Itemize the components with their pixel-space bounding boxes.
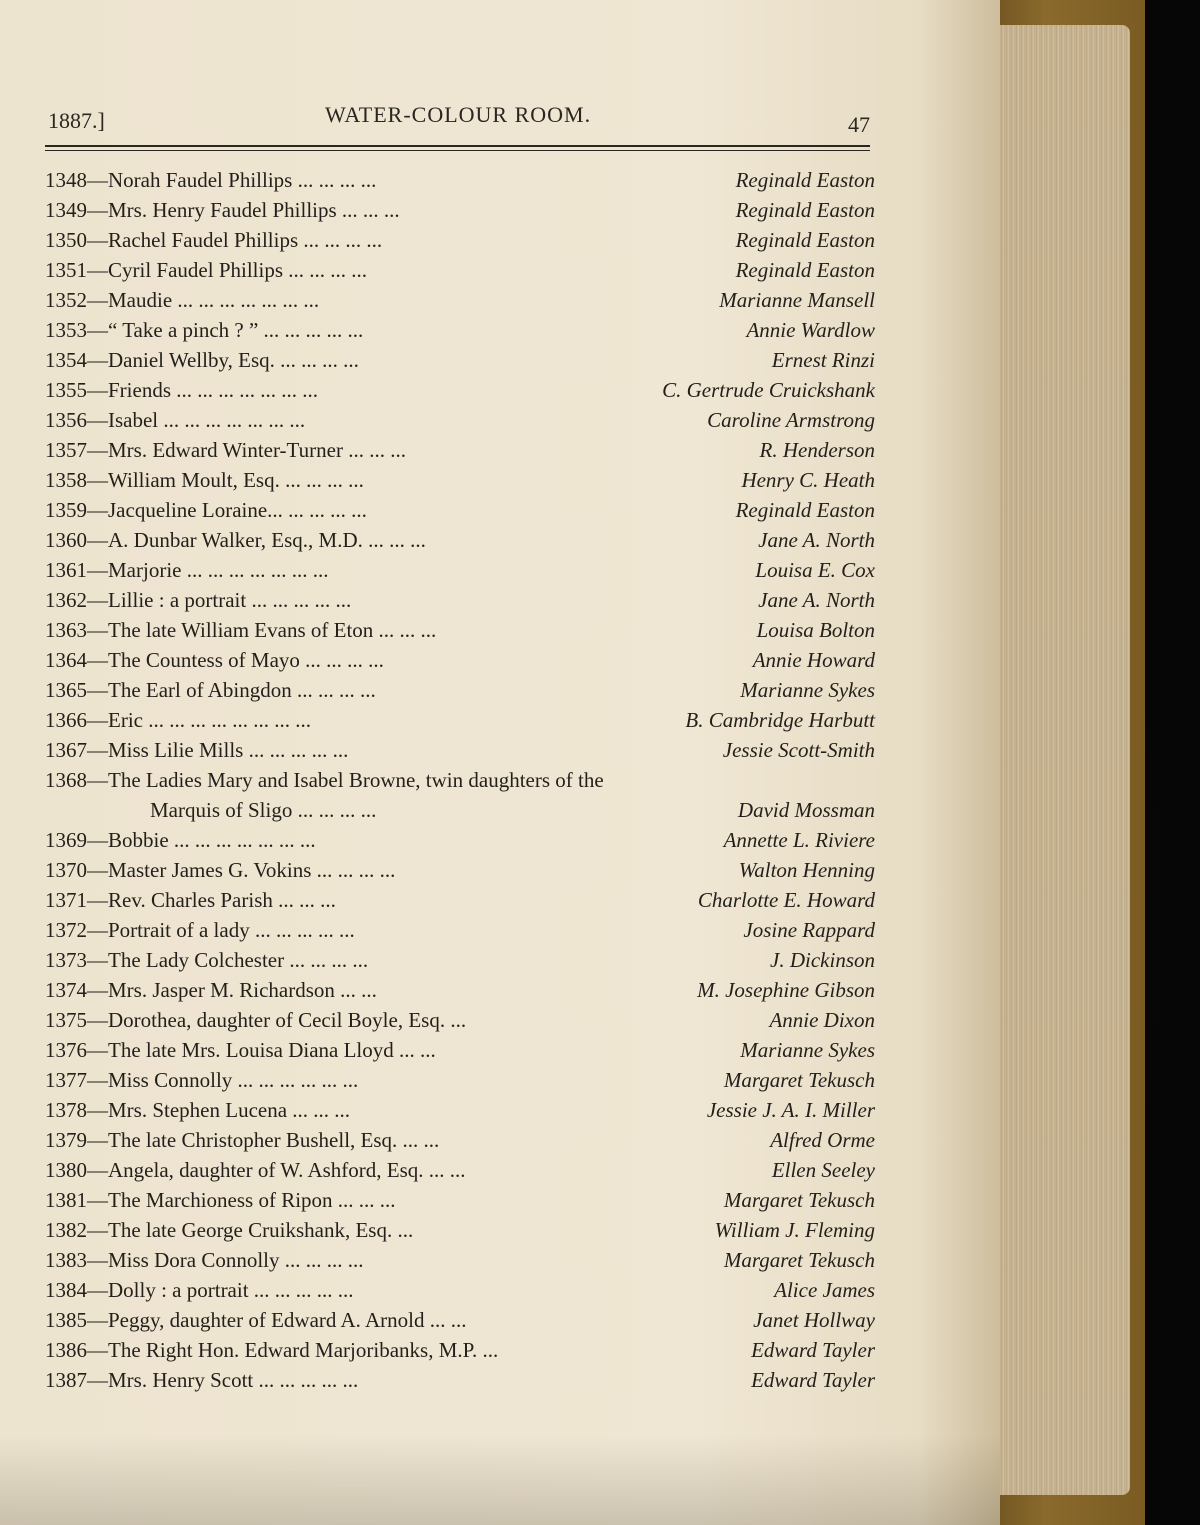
catalogue-entry	[45, 555, 875, 585]
entry-artist: Marianne Sykes	[740, 1038, 875, 1062]
catalogue-entry	[45, 645, 875, 675]
entry-title-continuation: Marquis of Sligo ... ... ... ...	[150, 798, 377, 822]
catalogue-entry	[45, 315, 875, 345]
catalogue-entry	[45, 375, 875, 405]
entry-title: 1384—Dolly : a portrait ... ... ... ... ...	[45, 1278, 354, 1302]
catalogue-entry	[45, 585, 875, 615]
catalogue-entry	[45, 825, 875, 855]
entry-artist: David Mossman	[737, 798, 875, 822]
catalogue-entry	[45, 1305, 875, 1335]
entry-title: 1352—Maudie ... ... ... ... ... ... ...	[45, 288, 320, 312]
catalogue-entry	[45, 1275, 875, 1305]
catalogue-entry	[45, 975, 875, 1005]
catalogue-entry	[45, 765, 875, 825]
entry-title: 1351—Cyril Faudel Phillips ... ... ... ...	[45, 258, 368, 282]
entry-artist: Margaret Tekusch	[723, 1248, 875, 1272]
entry-artist: Henry C. Heath	[741, 468, 875, 492]
entry-title: 1366—Eric ... ... ... ... ... ... ... ...	[45, 708, 311, 732]
catalogue-entry	[45, 435, 875, 465]
entry-artist: Louisa Bolton	[756, 618, 875, 642]
catalogue-entries	[45, 165, 875, 1395]
entry-title: 1379—The late Christopher Bushell, Esq. ... ...	[45, 1128, 440, 1152]
entry-title: 1371—Rev. Charles Parish ... ... ...	[45, 888, 336, 912]
page-edges	[985, 25, 1130, 1495]
entry-artist: B. Cambridge Harbutt	[685, 708, 875, 732]
entry-artist: Jessie Scott-Smith	[722, 738, 875, 762]
entry-artist: Edward Tayler	[751, 1368, 875, 1392]
entry-artist: Alice James	[774, 1278, 875, 1302]
catalogue-entry	[45, 705, 875, 735]
catalogue-entry	[45, 345, 875, 375]
entry-artist: Margaret Tekusch	[723, 1188, 875, 1212]
entry-title: 1349—Mrs. Henry Faudel Phillips ... ... ...	[45, 198, 400, 222]
entry-title: 1370—Master James G. Vokins ... ... ... ...	[45, 858, 396, 882]
entry-artist: Reginald Easton	[735, 498, 875, 522]
header-rule-thin	[45, 150, 870, 151]
catalogue-entry	[45, 465, 875, 495]
entry-title: 1374—Mrs. Jasper M. Richardson ... ...	[45, 978, 377, 1002]
entry-artist: C. Gertrude Cruickshank	[662, 378, 875, 402]
catalogue-entry	[45, 1365, 875, 1395]
page-number: 47	[848, 112, 870, 137]
entry-artist: Reginald Easton	[735, 258, 875, 282]
entry-title: 1372—Portrait of a lady ... ... ... ... ...	[45, 918, 355, 942]
entry-artist: Alfred Orme	[770, 1128, 875, 1152]
entry-artist: M. Josephine Gibson	[697, 978, 875, 1002]
entry-artist: Caroline Armstrong	[707, 408, 875, 432]
entry-title: 1362—Lillie : a portrait ... ... ... ... ...	[45, 588, 352, 612]
entry-title: 1386—The Right Hon. Edward Marjoribanks, M.P. ...	[45, 1338, 499, 1362]
entry-title: 1355—Friends ... ... ... ... ... ... ...	[45, 378, 318, 402]
entry-artist: Annie Dixon	[769, 1008, 875, 1032]
catalogue-entry	[45, 915, 875, 945]
entry-title: 1364—The Countess of Mayo ... ... ... ...	[45, 648, 384, 672]
entry-artist: Louisa E. Cox	[755, 558, 875, 582]
catalogue-entry	[45, 1065, 875, 1095]
entry-title: 1368—The Ladies Mary and Isabel Browne, twin daughters of the	[45, 768, 604, 792]
entry-title: 1353—“ Take a pinch ? ” ... ... ... ... ...	[45, 318, 364, 342]
entry-title: 1380—Angela, daughter of W. Ashford, Esq. ... ...	[45, 1158, 466, 1182]
entry-artist: Annie Wardlow	[746, 318, 875, 342]
entry-artist: Reginald Easton	[735, 168, 875, 192]
entry-title: 1360—A. Dunbar Walker, Esq., M.D. ... ... ...	[45, 528, 426, 552]
entry-artist: Reginald Easton	[735, 228, 875, 252]
catalogue-entry	[45, 1245, 875, 1275]
header-rule-thick	[45, 145, 870, 147]
catalogue-entry	[45, 225, 875, 255]
catalogue-entry	[45, 255, 875, 285]
entry-title: 1348—Norah Faudel Phillips ... ... ... ...	[45, 168, 377, 192]
running-head	[40, 100, 870, 140]
entry-title: 1377—Miss Connolly ... ... ... ... ... ...	[45, 1068, 359, 1092]
catalogue-entry	[45, 1035, 875, 1065]
catalogue-entry	[45, 1125, 875, 1155]
entry-title: 1367—Miss Lilie Mills ... ... ... ... ...	[45, 738, 349, 762]
entry-artist: Jessie J. A. I. Miller	[706, 1098, 875, 1122]
catalogue-entry	[45, 1335, 875, 1365]
entry-title: 1359—Jacqueline Loraine... ... ... ... ...	[45, 498, 367, 522]
entry-title: 1387—Mrs. Henry Scott ... ... ... ... ...	[45, 1368, 359, 1392]
catalogue-entry	[45, 855, 875, 885]
catalogue-entry	[45, 495, 875, 525]
catalogue-entry	[45, 1005, 875, 1035]
entry-artist: Jane A. North	[758, 588, 875, 612]
catalogue-entry	[45, 945, 875, 975]
catalogue-entry	[45, 405, 875, 435]
running-head-title: WATER-COLOUR ROOM.	[325, 102, 592, 127]
entry-title: 1354—Daniel Wellby, Esq. ... ... ... ...	[45, 348, 359, 372]
entry-artist: Annie Howard	[752, 648, 875, 672]
entry-title: 1376—The late Mrs. Louisa Diana Lloyd ... ...	[45, 1038, 436, 1062]
catalogue-entry	[45, 195, 875, 225]
catalogue-entry	[45, 1095, 875, 1125]
entry-artist: Reginald Easton	[735, 198, 875, 222]
entry-artist: Marianne Sykes	[740, 678, 875, 702]
catalogue-entry	[45, 735, 875, 765]
entry-title: 1363—The late William Evans of Eton ... ... ...	[45, 618, 437, 642]
entry-artist: Janet Hollway	[753, 1308, 875, 1332]
catalogue-entry	[45, 525, 875, 555]
entry-artist: Walton Henning	[738, 858, 875, 882]
entry-title: 1369—Bobbie ... ... ... ... ... ... ...	[45, 828, 316, 852]
catalogue-entry	[45, 1185, 875, 1215]
entry-artist: Annette L. Riviere	[723, 828, 875, 852]
catalogue-entry	[45, 885, 875, 915]
catalogue-entry	[45, 1215, 875, 1245]
entry-title: 1356—Isabel ... ... ... ... ... ... ...	[45, 408, 306, 432]
catalogue-entry	[45, 675, 875, 705]
entry-artist: Ernest Rinzi	[771, 348, 875, 372]
entry-title: 1358—William Moult, Esq. ... ... ... ...	[45, 468, 364, 492]
entry-artist: Edward Tayler	[751, 1338, 875, 1362]
entry-title: 1365—The Earl of Abingdon ... ... ... ...	[45, 678, 376, 702]
entry-artist: Margaret Tekusch	[723, 1068, 875, 1092]
entry-title: 1383—Miss Dora Connolly ... ... ... ...	[45, 1248, 364, 1272]
entry-title: 1357—Mrs. Edward Winter-Turner ... ... ...	[45, 438, 406, 462]
entry-artist: Ellen Seeley	[771, 1158, 875, 1182]
entry-artist: Marianne Mansell	[719, 288, 875, 312]
catalogue-entry	[45, 165, 875, 195]
entry-artist: Jane A. North	[758, 528, 875, 552]
entry-title: 1382—The late George Cruikshank, Esq. ...	[45, 1218, 414, 1242]
entry-title: 1350—Rachel Faudel Phillips ... ... ... ...	[45, 228, 383, 252]
page-shadow	[0, 1435, 1000, 1525]
entry-artist: J. Dickinson	[770, 948, 875, 972]
entry-title: 1361—Marjorie ... ... ... ... ... ... ...	[45, 558, 329, 582]
running-head-year: 1887.]	[48, 108, 105, 133]
entry-title: 1375—Dorothea, daughter of Cecil Boyle, Esq. ...	[45, 1008, 467, 1032]
entry-artist: Charlotte E. Howard	[697, 888, 875, 912]
catalogue-entry	[45, 285, 875, 315]
entry-title: 1381—The Marchioness of Ripon ... ... ...	[45, 1188, 396, 1212]
entry-title: 1373—The Lady Colchester ... ... ... ...	[45, 948, 369, 972]
entry-artist: Josine Rappard	[743, 918, 875, 942]
catalogue-entry	[45, 615, 875, 645]
catalogue-entry	[45, 1155, 875, 1185]
entry-title: 1378—Mrs. Stephen Lucena ... ... ...	[45, 1098, 351, 1122]
entry-artist: William J. Fleming	[714, 1218, 875, 1242]
entry-title: 1385—Peggy, daughter of Edward A. Arnold ... ...	[45, 1308, 467, 1332]
entry-artist: R. Henderson	[759, 438, 875, 462]
